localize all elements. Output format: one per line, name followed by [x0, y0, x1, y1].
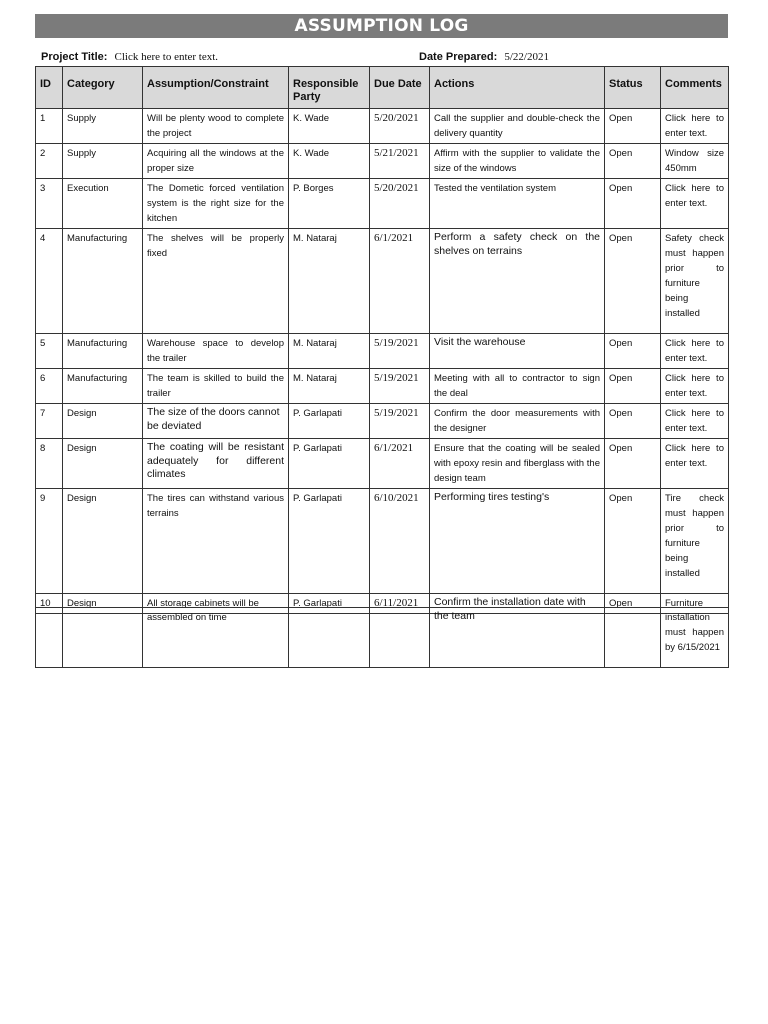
cell-assumption[interactable]: Acquiring all the windows at the proper size	[143, 144, 289, 179]
cell-actions[interactable]: Confirm the door measurements with the designer	[430, 404, 605, 439]
date-prepared-label: Date Prepared:	[419, 51, 498, 63]
cell-actions[interactable]: Visit the warehouse	[430, 334, 605, 369]
cell-comments[interactable]: Click here to enter text.	[661, 439, 729, 489]
cell-party[interactable]: P. Garlapati	[289, 594, 370, 614]
cell-status[interactable]: Open	[605, 109, 661, 144]
cell-actions[interactable]: Call the supplier and double-check the delivery quantity	[430, 109, 605, 144]
cell-id: 10	[36, 594, 63, 614]
header-comments: Comments	[661, 67, 729, 109]
cell-party[interactable]: M. Nataraj	[289, 369, 370, 404]
cell-party[interactable]: M. Nataraj	[289, 334, 370, 369]
cell-status[interactable]: Open	[605, 229, 661, 334]
date-prepared-field[interactable]	[419, 51, 549, 63]
cell-assumption[interactable]: Warehouse space to develop the trailer	[143, 334, 289, 369]
cell-assumption[interactable]: The team is skilled to build the trailer	[143, 369, 289, 404]
cell-assumption[interactable]: The Dometic forced ventilation system is the right size for the kitchen	[143, 179, 289, 229]
cell-id: 1	[36, 109, 63, 144]
cell-due-date[interactable]: 5/19/2021	[370, 404, 430, 439]
cell-due-date[interactable]: 5/19/2021	[370, 334, 430, 369]
cell-status[interactable]: Open	[605, 369, 661, 404]
cell-due-date[interactable]: 5/19/2021	[370, 369, 430, 404]
date-prepared-value[interactable]: 5/22/2021	[504, 51, 549, 63]
cell-category[interactable]: Design	[63, 404, 143, 439]
header-responsible-party: Responsible Party	[289, 67, 370, 109]
project-title-field[interactable]	[41, 51, 218, 63]
assumption-table-continuation	[35, 607, 729, 668]
header-status: Status	[605, 67, 661, 109]
table-row	[36, 109, 729, 144]
cell-due-date[interactable]: 6/1/2021	[370, 229, 430, 334]
table-row	[36, 229, 729, 334]
cell-actions[interactable]: Confirm the installation date with	[430, 594, 605, 614]
cell-status[interactable]: Open	[605, 334, 661, 369]
cell-comments[interactable]: Click here to enter text.	[661, 334, 729, 369]
cell-actions[interactable]: Perform a safety check on the shelves on terrains	[430, 229, 605, 334]
cell-category[interactable]: Manufacturing	[63, 334, 143, 369]
cell-due-date[interactable]: 5/20/2021	[370, 109, 430, 144]
cell-comments[interactable]: Tire check must happen prior to furniture being installed	[661, 489, 729, 594]
cell-category[interactable]: Execution	[63, 179, 143, 229]
cell-id: 5	[36, 334, 63, 369]
page-title: ASSUMPTION LOG	[35, 14, 728, 38]
header-id: ID	[36, 67, 63, 109]
cell-status[interactable]: Open	[605, 594, 661, 614]
header-due-date: Due Date	[370, 67, 430, 109]
cell-id: 7	[36, 404, 63, 439]
cell-assumption[interactable]: The tires can withstand various terrains	[143, 489, 289, 594]
cell-due-date[interactable]: 5/21/2021	[370, 144, 430, 179]
cell-category[interactable]: Design	[63, 489, 143, 594]
cell-status[interactable]: Open	[605, 489, 661, 594]
table-header-row	[36, 67, 729, 109]
header-assumption: Assumption/Constraint	[143, 67, 289, 109]
table-row	[36, 369, 729, 404]
cell-assumption[interactable]: The shelves will be properly fixed	[143, 229, 289, 334]
cell-party[interactable]: K. Wade	[289, 144, 370, 179]
header-actions: Actions	[430, 67, 605, 109]
cell-actions[interactable]: Affirm with the supplier to validate the size of the windows	[430, 144, 605, 179]
cell-status[interactable]: Open	[605, 404, 661, 439]
table-row	[36, 608, 729, 668]
assumption-table	[35, 66, 729, 614]
cell-comments[interactable]: Click here to enter text.	[661, 179, 729, 229]
cell-category[interactable]: Design	[63, 594, 143, 614]
cell-category[interactable]	[63, 608, 143, 668]
cell-due-date[interactable]: 6/10/2021	[370, 489, 430, 594]
cell-party[interactable]: P. Garlapati	[289, 404, 370, 439]
cell-status[interactable]: Open	[605, 179, 661, 229]
cell-actions[interactable]: the team	[430, 608, 605, 668]
header-category: Category	[63, 67, 143, 109]
cell-actions[interactable]: Tested the ventilation system	[430, 179, 605, 229]
cell-status[interactable]: Open	[605, 144, 661, 179]
cell-assumption[interactable]: assembled on time	[143, 608, 289, 668]
cell-id: 4	[36, 229, 63, 334]
project-title-value[interactable]: Click here to enter text.	[114, 51, 219, 63]
cell-party[interactable]: P. Garlapati	[289, 489, 370, 594]
cell-party[interactable]: P. Garlapati	[289, 439, 370, 489]
cell-comments[interactable]: Furniture	[661, 594, 729, 614]
table-row	[36, 179, 729, 229]
cell-category[interactable]: Supply	[63, 144, 143, 179]
cell-due-date[interactable]: 6/11/2021	[370, 594, 430, 614]
cell-assumption[interactable]: Will be plenty wood to complete the project	[143, 109, 289, 144]
cell-status[interactable]: Open	[605, 439, 661, 489]
cell-party[interactable]: M. Nataraj	[289, 229, 370, 334]
cell-actions[interactable]: Performing tires testing's	[430, 489, 605, 594]
cell-id: 8	[36, 439, 63, 489]
cell-status[interactable]	[605, 608, 661, 668]
cell-comments[interactable]: installation must happen by 6/15/2021	[661, 608, 729, 668]
cell-actions[interactable]: Meeting with all to contractor to sign the deal	[430, 369, 605, 404]
cell-party[interactable]	[289, 608, 370, 668]
cell-comments[interactable]: Click here to enter text.	[661, 109, 729, 144]
cell-assumption[interactable]: The size of the doors cannot be deviated	[143, 404, 289, 439]
cell-party[interactable]: K. Wade	[289, 109, 370, 144]
table-row	[36, 489, 729, 594]
cell-id: 2	[36, 144, 63, 179]
cell-comments[interactable]: Click here to enter text.	[661, 404, 729, 439]
cell-category[interactable]: Manufacturing	[63, 229, 143, 334]
cell-due-date[interactable]: 6/1/2021	[370, 439, 430, 489]
table-row	[36, 439, 729, 489]
cell-id: 9	[36, 489, 63, 594]
cell-due-date[interactable]: 5/20/2021	[370, 179, 430, 229]
project-title-label: Project Title:	[41, 51, 108, 63]
cell-comments[interactable]: Window size 450mm	[661, 144, 729, 179]
cell-due-date[interactable]	[370, 608, 430, 668]
cell-assumption[interactable]: The coating will be resistant adequately for different climates	[143, 439, 289, 489]
table-row	[36, 334, 729, 369]
cell-actions[interactable]: Ensure that the coating will be sealed with epoxy resin and fiberglass with the design team	[430, 439, 605, 489]
cell-party[interactable]: P. Borges	[289, 179, 370, 229]
cell-id: 3	[36, 179, 63, 229]
cell-assumption[interactable]: All storage cabinets will be	[143, 594, 289, 614]
cell-comments[interactable]: Safety check must happen prior to furniture being installed	[661, 229, 729, 334]
cell-category[interactable]: Design	[63, 439, 143, 489]
cell-id	[36, 608, 63, 668]
cell-category[interactable]: Supply	[63, 109, 143, 144]
table-row	[36, 144, 729, 179]
cell-id: 6	[36, 369, 63, 404]
cell-category[interactable]: Manufacturing	[63, 369, 143, 404]
cell-comments[interactable]: Click here to enter text.	[661, 369, 729, 404]
table-row	[36, 404, 729, 439]
